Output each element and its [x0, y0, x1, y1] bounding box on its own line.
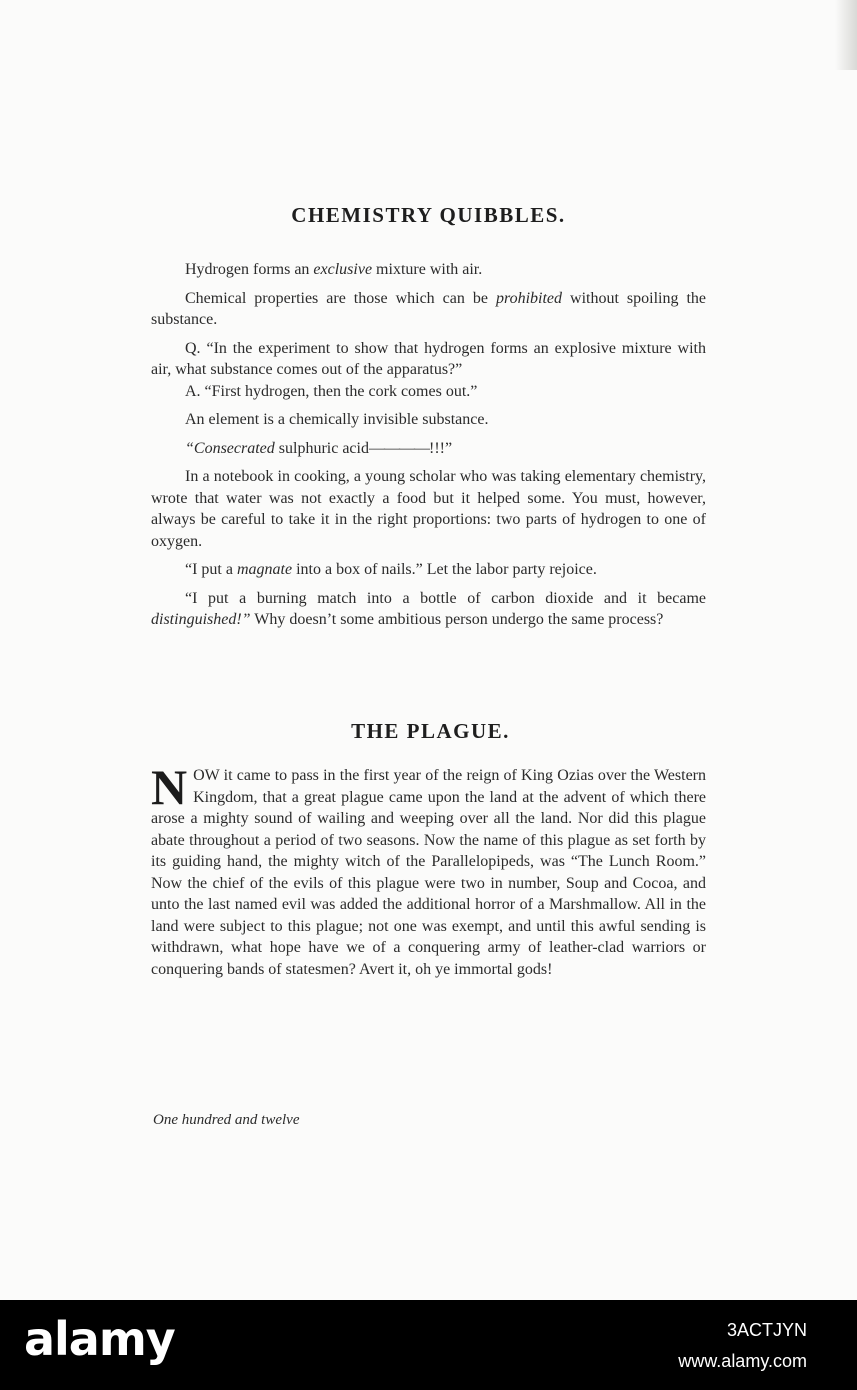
answer-paragraph: A. “First hydrogen, then the cork comes out.”: [185, 382, 478, 400]
page-edge-shadow: [835, 0, 857, 70]
the-plague-text: [151, 759, 706, 980]
site-url: www.alamy.com: [678, 1351, 807, 1371]
paragraph: An element is a chemically invisible substance.: [185, 411, 489, 428]
paragraph: “Consecrated sulphuric acid————!!!”: [185, 439, 453, 457]
image-id: 3ACTJYN: [726, 1320, 807, 1340]
paragraph: “I put a burning match into a bottle of carbon dioxide and it became distinguished!” Why doesn’t some ambitious person undergo the same process?: [151, 589, 706, 628]
paragraph: NOW it came to pass in the first year of the reign of King Ozias over the Western Kingdom, that a great plague came upon the land at the advent of which there arose a mighty sound of wailing and weeping over all the land. Nor did this plague abate throughout a period of two seasons. Now the name of this plague as set forth by its guiding hand, the mighty witch of the Parallelopipeds, was “The Lunch Room.” Now the chief of the evils of this plague were two in number, Soup and Cocoa, and unto the last named evil was added the additional horror of a Marshmallow. All in the land were subject to this plague; not one was exempt, and until this awful sending is withdrawn, what hope have we of a conquering army of leather-clad warriors or conquering bands of statesmen? Avert it, oh ye immortal gods!: [151, 759, 706, 978]
paragraph: In a notebook in cooking, a young scholar who was taking elementary chemistry, wrote that water was not exactly a food but it helped some. You must, however, always be careful to take it in the right proportions: two parts of hydrogen to one of oxygen.: [151, 468, 706, 550]
chemistry-quibbles-text: [151, 259, 706, 638]
paragraph: “I put a magnate into a box of nails.” Let the labor party rejoice.: [185, 561, 597, 578]
paragraph: Chemical properties are those which can be prohibited without spoiling the substance.: [151, 289, 707, 328]
alamy-logo: alamy: [24, 1312, 175, 1366]
paragraph: Hydrogen forms an exclusive mixture with air.: [185, 261, 483, 278]
section-title-the-plague: THE PLAGUE.: [351, 719, 510, 743]
drop-cap: N: [151, 759, 188, 815]
section-title-chemistry-quibbles: CHEMISTRY QUIBBLES.: [291, 203, 566, 227]
page-number-footer: One hundred and twelve: [153, 1112, 300, 1128]
question-paragraph: Q. “In the experiment to show that hydrogen forms an explosive mixture with air, what substance comes out of the apparatus?”: [151, 339, 706, 378]
